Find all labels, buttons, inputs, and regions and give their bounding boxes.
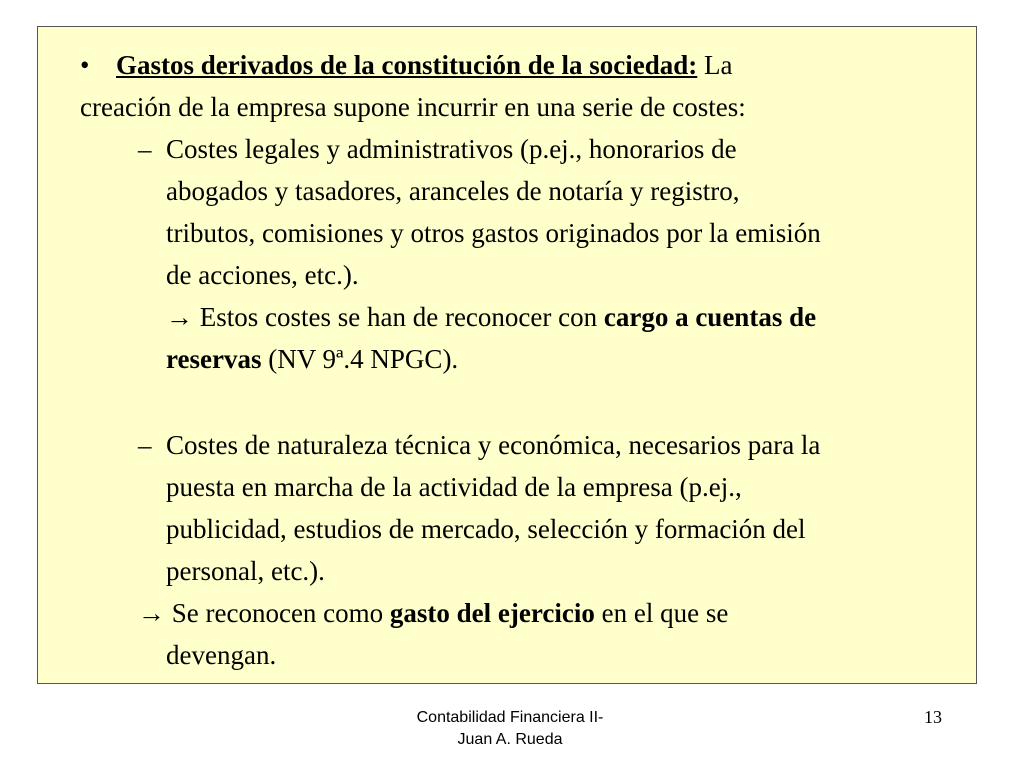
item1-line-3: tributos, comisiones y otros gastos originados por la emisión (166, 218, 821, 248)
item1-line-1: Costes legales y administrativos (p.ej., honorarios de (166, 134, 737, 164)
slide-content-box (37, 26, 977, 684)
item2-line-1: Costes de naturaleza técnica y económica, necesarios para la (166, 430, 821, 460)
page-number: 13 (924, 707, 942, 727)
item2-note-line-2: devengan. (166, 640, 277, 670)
item1-line-4: de acciones, etc.). (166, 260, 359, 290)
item1-note-line-2 (166, 338, 458, 380)
intro-text-continuation: creación de la empresa supone incurrir en una serie de costes: (80, 92, 746, 122)
item1-note-bold: cargo a cuentas de (603, 302, 817, 332)
item2-note-bold: gasto del ejercicio (389, 598, 595, 628)
arrow-icon: → (166, 302, 193, 332)
item1-line-2: abogados y tasadores, aranceles de notaría y registro, (166, 176, 740, 206)
item1-note-reference: (NV 9ª.4 NPGC). (268, 344, 459, 374)
bullet-marker: • (80, 50, 90, 80)
item2-note-tail: en el que se (601, 598, 729, 628)
intro-text-start: La (704, 50, 733, 80)
item2-line-4: personal, etc.). (166, 556, 325, 586)
item1-note-bold-2: reservas (166, 344, 262, 374)
item2-note-text: Se reconocen como (171, 598, 384, 628)
dash-marker-1: – (138, 134, 152, 164)
item2-line-2: puesta en marcha de la actividad de la empresa (p.ej., (166, 472, 742, 502)
footer-line-2: Juan A. Rueda (457, 731, 563, 748)
section-heading: Gastos derivados de la constitución de la sociedad: (116, 50, 698, 80)
section-heading-line (116, 44, 996, 86)
item2-line-3: publicidad, estudios de mercado, selección y formación del (166, 514, 806, 544)
footer-line-1: Contabilidad Financiera II- (416, 709, 604, 726)
item1-note-text: Estos costes se han de reconocer con (199, 302, 598, 332)
arrow-icon: → (138, 598, 165, 628)
item2-note-line-1 (138, 592, 728, 634)
dash-marker-2: – (138, 430, 152, 460)
item1-note-line-1 (166, 296, 816, 338)
